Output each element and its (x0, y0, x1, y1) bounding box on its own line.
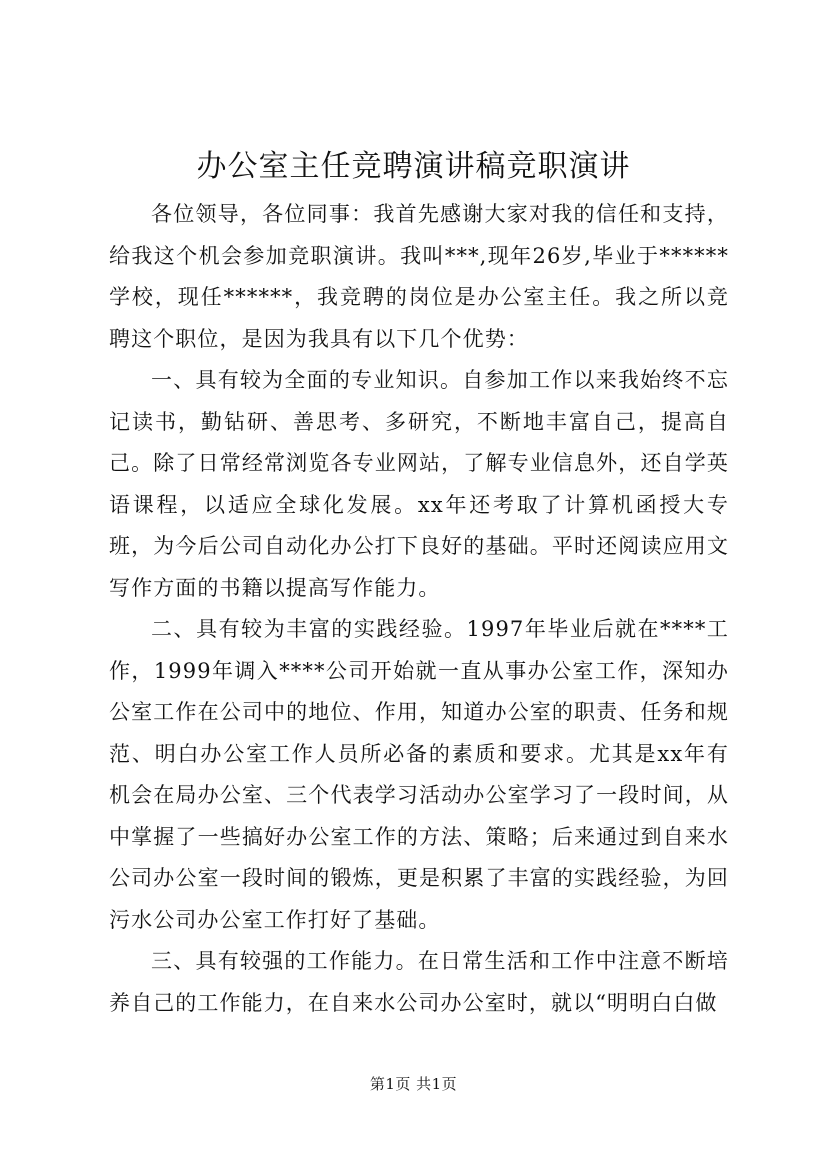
paragraph-advantage-2: 二、具有较为丰富的实践经验。1997年毕业后就在****工作，1999年调入****公司开始就一直从事办公室工作，深知办公室工作在公司中的地位、作用，知道办公室的职责、任务和规范、明白办公室工作人员所必备的素质和要求。尤其是xx年有机会在局办公室、三个代表学习活动办公室学习了一段时间，从中掌握了一些搞好办公室工作的方法、策略；后来通过到自来水公司办公室一段时间的锻炼，更是积累了丰富的实践经验，为回污水公司办公室工作打好了基础。 (109, 617, 729, 932)
document-body (109, 194, 729, 1024)
paragraph-advantage-3: 三、具有较强的工作能力。在日常生活和工作中注意不断培养自己的工作能力，在自来水公司办公室时，就以“明明白白做 (109, 949, 729, 1015)
paragraph-advantage-1: 一、具有较为全面的专业知识。自参加工作以来我始终不忘记读书，勤钻研、善思考、多研究，不断地丰富自己，提高自己。除了日常经常浏览各专业网站，了解专业信息外，还自学英语课程，以适应全球化发展。xx年还考取了计算机函授大专班，为今后公司自动化办公打下良好的基础。平时还阅读应用文写作方面的书籍以提高写作能力。 (109, 368, 729, 600)
page-footer: 第1页 共1页 (369, 1075, 458, 1093)
document-title: 办公室主任竞聘演讲稿竞职演讲 (196, 149, 631, 184)
paragraph-greeting: 各位领导，各位同事：我首先感谢大家对我的信任和支持，给我这个机会参加竞职演讲。我叫***,现年26岁,毕业于******学校，现任******，我竞聘的岗位是办公室主任。我之所以竞聘这个职位，是因为我具有以下几个优势： (109, 202, 729, 351)
